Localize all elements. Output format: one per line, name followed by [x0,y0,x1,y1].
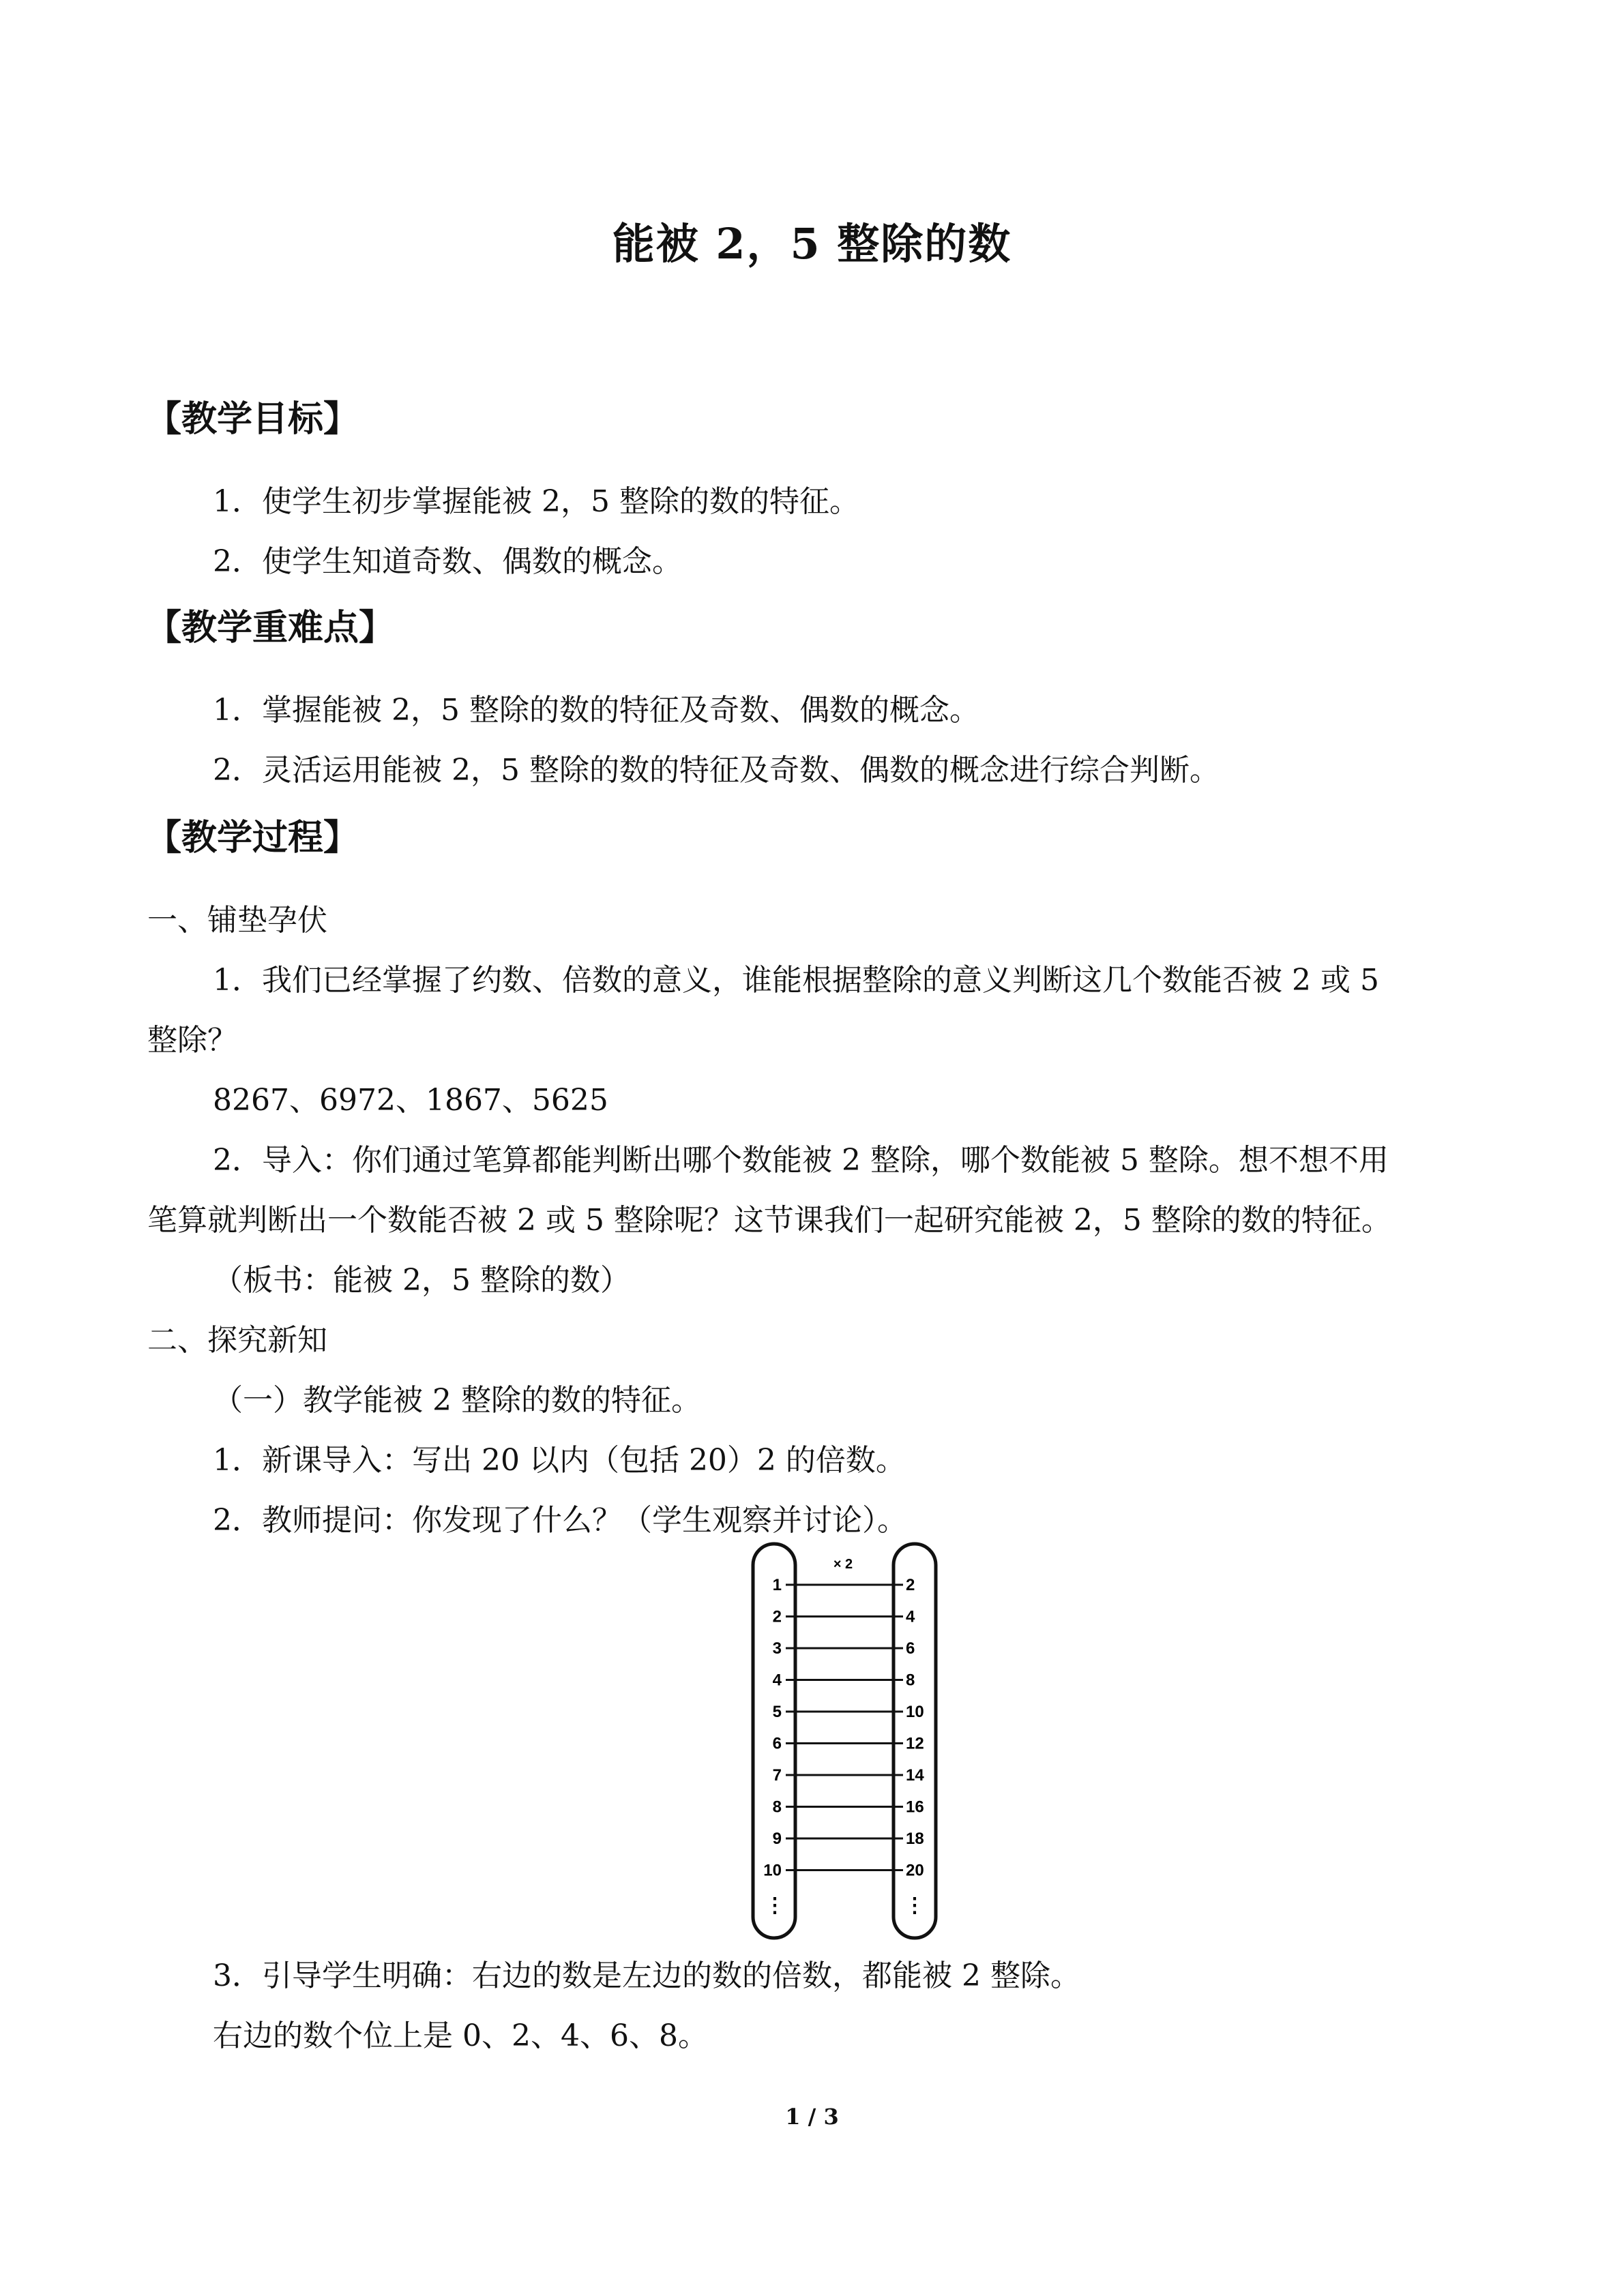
part1-q2-line1: 2．导入：你们通过笔算都能判断出哪个数能被 2 整除，哪个数能被 5 整除。想不想不用 [213,1143,1389,1178]
left-number: 4 [772,1671,782,1690]
part2-title: 二、探究新知 [147,1323,327,1358]
key-point-item-1: 1．掌握能被 2，5 整除的数的特征及奇数、偶数的概念。 [213,693,979,728]
left-number: 8 [772,1798,782,1817]
goal-item-2: 2．使学生知道奇数、偶数的概念。 [213,544,682,579]
part1-title: 一、铺垫孕伏 [147,903,327,938]
left-number: 9 [772,1830,782,1848]
part2-step2: 2．教师提问：你发现了什么？（学生观察并讨论）。 [213,1503,907,1538]
right-number: 16 [906,1798,924,1817]
left-number: 3 [772,1639,782,1658]
right-number: 18 [906,1830,924,1848]
page-number: 1 / 3 [785,2104,839,2130]
part1-q1-line2: 整除？ [147,1023,237,1058]
part2-step4: 右边的数个位上是 0、2、4、6、8。 [213,2018,708,2053]
right-number: 6 [906,1639,915,1658]
left-number: 5 [772,1703,782,1721]
section-heading-process: 【教学过程】 [146,817,359,859]
page-title: 能被 2，5 整除的数 [612,219,1012,269]
right-number: 14 [906,1766,924,1785]
multiplication-ladder-diagram [748,1540,945,1943]
part2-step1: 1．新课导入：写出 20 以内（包括 20）2 的倍数。 [213,1443,906,1478]
right-number: 2 [906,1576,915,1594]
multiplier-label: × 2 [833,1557,853,1572]
section-heading-key-points: 【教学重难点】 [146,607,395,648]
goal-item-1: 1．使学生初步掌握能被 2，5 整除的数的特征。 [213,484,859,519]
right-number: 4 [906,1607,915,1626]
part1-q2-line2: 笔算就判断出一个数能否被 2 或 5 整除呢？这节课我们一起研究能被 2，5 整除的数的特征。 [147,1203,1391,1238]
section-heading-goals: 【教学目标】 [146,398,359,440]
part1-numbers: 8267、6972、1867、5625 [213,1083,608,1118]
right-number: 10 [906,1703,924,1721]
right-ellipsis: ⋮ [904,1894,925,1917]
left-number: 6 [772,1734,782,1753]
left-number: 1 [772,1576,782,1594]
part2-sub1: （一）教学能被 2 整除的数的特征。 [213,1383,701,1418]
right-number: 12 [906,1734,924,1753]
part1-q1-line1: 1．我们已经掌握了约数、倍数的意义，谁能根据整除的意义判断这几个数能否被 2 或 5 [213,963,1379,998]
key-point-item-2: 2．灵活运用能被 2，5 整除的数的特征及奇数、偶数的概念进行综合判断。 [213,753,1220,788]
right-number: 8 [906,1671,915,1690]
part1-board-note: （板书：能被 2，5 整除的数） [213,1263,630,1298]
left-number: 10 [763,1861,782,1880]
part2-step3: 3．引导学生明确：右边的数是左边的数的倍数，都能被 2 整除。 [213,1958,1080,1993]
left-number: 7 [772,1766,782,1785]
left-ellipsis: ⋮ [765,1894,785,1917]
left-number: 2 [772,1607,782,1626]
right-number: 20 [906,1861,924,1880]
